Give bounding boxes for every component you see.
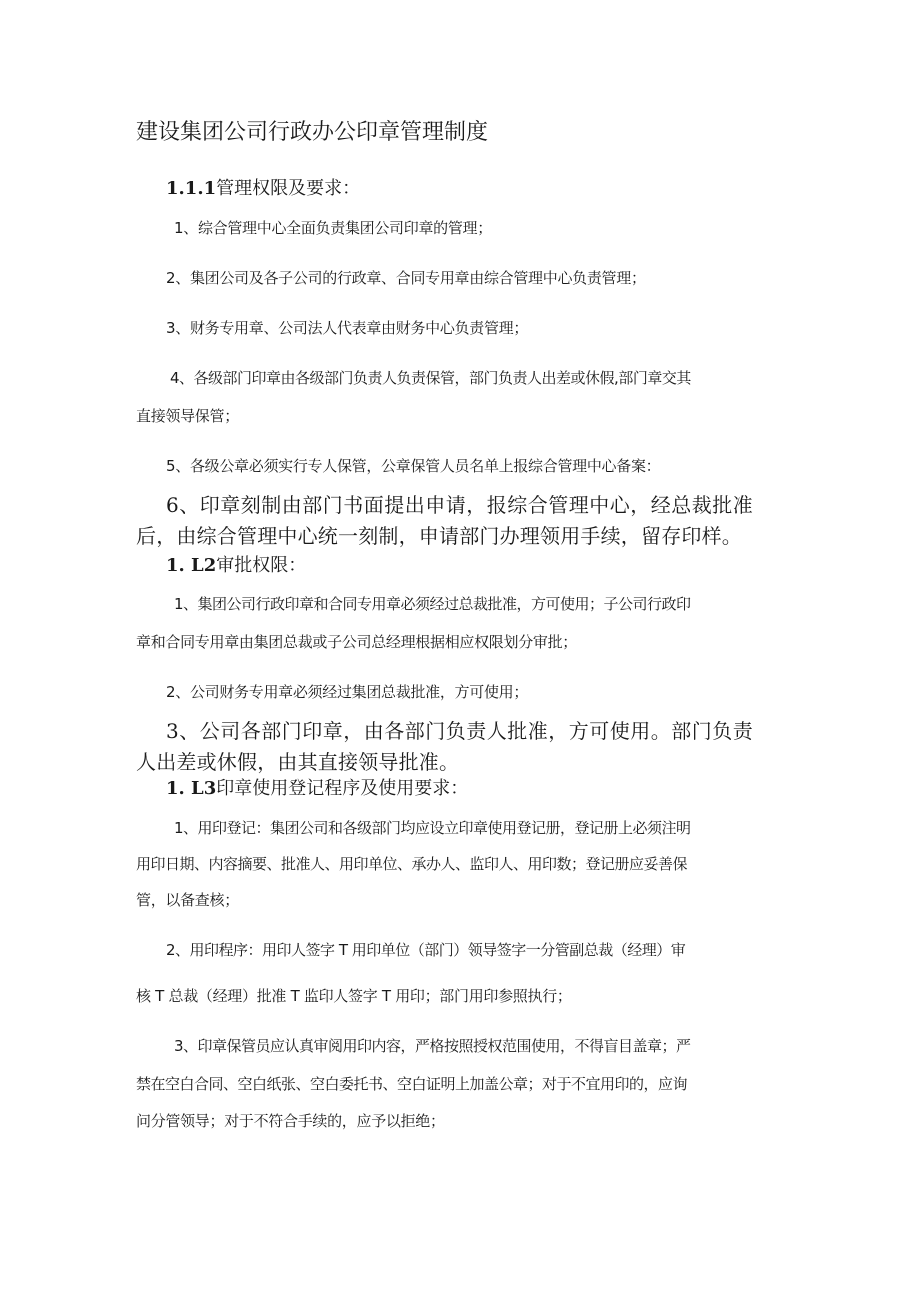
paragraph-1-5: 5、各级公章必须实行专人保管，公章保管人员名单上报综合管理中心备案： — [166, 457, 661, 475]
section-heading-2 — [166, 553, 306, 579]
paragraph-3-3-line3: 问分管领导；对于不符合手续的，应予以拒绝； — [136, 1112, 445, 1130]
document-title: 建设集团公司行政办公印章管理制度 — [136, 120, 489, 145]
section-heading-1 — [166, 176, 360, 202]
paragraph-1-6-line1: 6、印章刻制由部门书面提出申请，报综合管理中心，经总裁批准 — [166, 493, 754, 517]
paragraph-2-1-line2: 章和合同专用章由集团总裁或子公司总经理根据相应权限划分审批； — [136, 633, 578, 651]
section-title-2: 审批权限： — [216, 555, 307, 576]
paragraph-2-3-line2: 人出差或休假，由其直接领导批准。 — [136, 750, 460, 774]
section-number-3: 1. L3 — [166, 778, 217, 799]
paragraph-2-2: 2、公司财务专用章必须经过集团总裁批准，方可使用； — [166, 683, 529, 701]
paragraph-3-1-line2: 用印日期、内容摘要、批准人、用印单位、承办人、监印人、用印数；登记册应妥善保 — [136, 855, 688, 873]
paragraph-1-4-line2: 直接领导保管； — [136, 407, 239, 425]
paragraph-1-6-line2: 后，由综合管理中心统一刻制，申请部门办理领用手续，留存印样。 — [136, 524, 742, 548]
paragraph-3-1-line3: 管，以备查核； — [136, 891, 239, 909]
section-heading-3 — [166, 776, 468, 802]
paragraph-1-4-line1: 4、各级部门印章由各级部门负责人负责保管，部门负责人出差或休假,部门章交其 — [170, 369, 691, 387]
paragraph-1-1: 1、综合管理中心全面负责集团公司印章的管理； — [174, 219, 492, 237]
paragraph-1-3: 3、财务专用章、公司法人代表章由财务中心负责管理； — [166, 319, 529, 337]
paragraph-1-2: 2、集团公司及各子公司的行政章、合同专用章由综合管理中心负责管理； — [166, 269, 646, 287]
paragraph-3-1-line1: 1、用印登记：集团公司和各级部门均应设立印章使用登记册，登记册上必须注明 — [174, 819, 691, 837]
paragraph-3-2-line1: 2、用印程序：用印人签字 T 用印单位（部门）领导签字一分管副总裁（经理）审 — [166, 941, 686, 959]
paragraph-2-3-line1: 3、公司各部门印章，由各部门负责人批准，方可使用。部门负责 — [166, 719, 754, 743]
section-title-3: 印章使用登记程序及使用要求： — [216, 778, 469, 799]
paragraph-3-3-line2: 禁在空白合同、空白纸张、空白委托书、空白证明上加盖公章；对于不宜用印的，应询 — [136, 1075, 688, 1093]
section-number-1: 1.1.1 — [166, 178, 217, 199]
section-title-1: 管理权限及要求： — [216, 178, 361, 199]
paragraph-3-3-line1: 3、印章保管员应认真审阅用印内容，严格按照授权范围使用，不得盲目盖章；严 — [174, 1037, 691, 1055]
paragraph-2-1-line1: 1、集团公司行政印章和合同专用章必须经过总裁批准，方可使用；子公司行政印 — [174, 595, 691, 613]
section-number-2: 1. L2 — [166, 555, 217, 576]
paragraph-3-2-line2: 核 T 总裁（经理）批准 T 监印人签字 T 用印；部门用印参照执行； — [136, 987, 572, 1005]
